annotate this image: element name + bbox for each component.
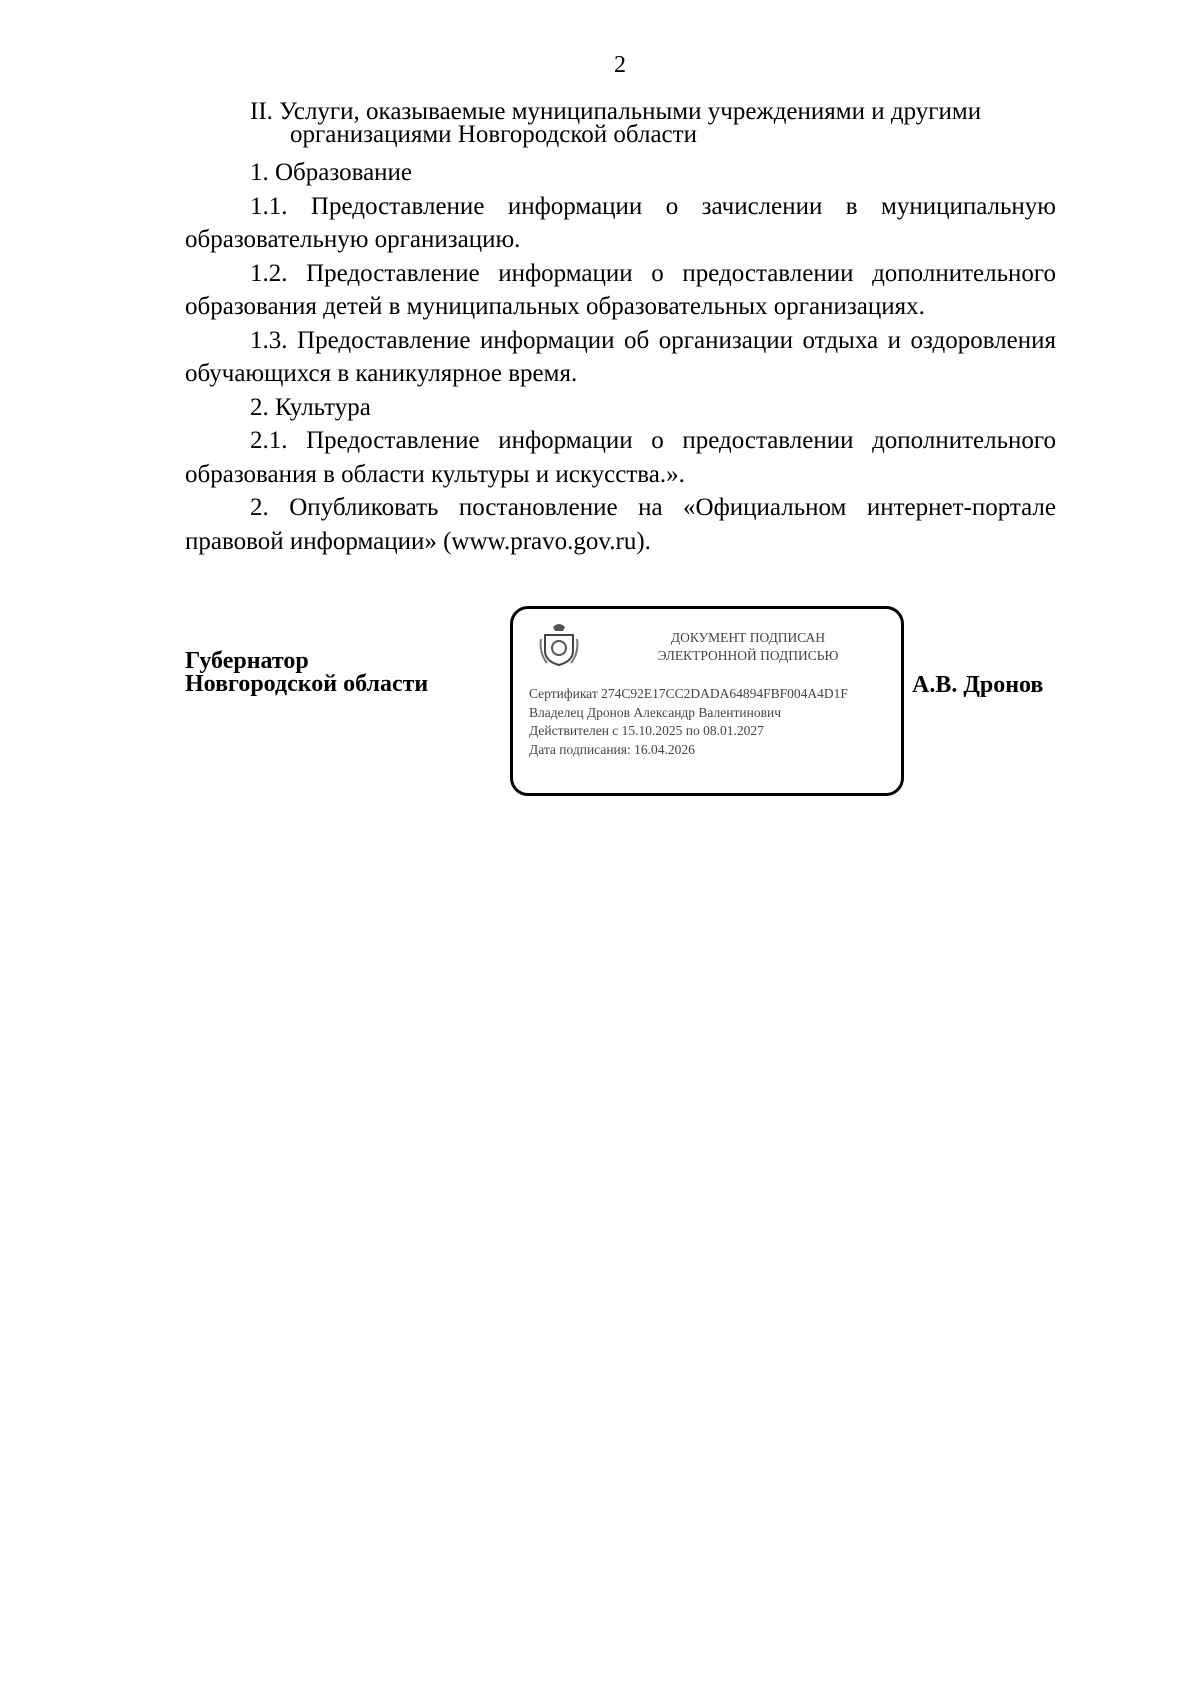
stamp-header <box>603 629 893 665</box>
document-body <box>185 156 1056 558</box>
heading-line-2: организациями Новгородской области <box>290 121 697 148</box>
stamp-owner: Владелец Дронов Александр Валентинович <box>529 704 781 720</box>
paragraph: 1.3. Предоставление информации об организации отдыха и оздоровления обучающихся в каникулярное время. <box>185 326 1056 387</box>
heading-line-1: II. Услуги, оказываемые муниципальными учреждениями и другими <box>250 98 982 125</box>
signatory-title-line-2: Новгородской области <box>185 671 429 697</box>
paragraph: 2. Культура <box>250 393 371 421</box>
stamp-certificate: Сертификат 274C92E17CC2DADA64894FBF004A4D1F <box>529 686 848 701</box>
signatory-name: А.В. Дронов <box>912 672 1044 698</box>
stamp-validity: Действителен с 15.10.2025 по 08.01.2027 <box>529 723 764 738</box>
signatory-title-line-1: Губернатор <box>185 648 309 674</box>
section-heading <box>250 100 981 146</box>
coat-of-arms-icon <box>537 621 581 669</box>
stamp-header-line-2: ЭЛЕКТРОННОЙ ПОДПИСЬЮ <box>657 648 839 663</box>
paragraph: 1.1. Предоставление информации о зачислении в муниципальную образовательную организацию. <box>185 192 1056 253</box>
paragraph: 2.1. Предоставление информации о предоставлении дополнительного образования в области культуры и искусства.». <box>185 427 1056 488</box>
signatory-title <box>185 650 428 696</box>
paragraph: 1. Образование <box>250 159 413 186</box>
paragraph: 2. Опубликовать постановление на «Официальном интернет-портале правовой информации» (www.pravo.gov.ru). <box>185 494 1056 555</box>
stamp-signed-date: Дата подписания: 16.04.2026 <box>529 741 695 757</box>
paragraph: 1.2. Предоставление информации о предоставлении дополнительного образования детей в муниципальных образовательных организациях. <box>185 259 1056 320</box>
stamp-details <box>529 685 848 759</box>
stamp-header-line-1: ДОКУМЕНТ ПОДПИСАН <box>670 630 826 645</box>
electronic-signature-stamp <box>510 606 904 796</box>
page-number: 2 <box>614 52 626 78</box>
